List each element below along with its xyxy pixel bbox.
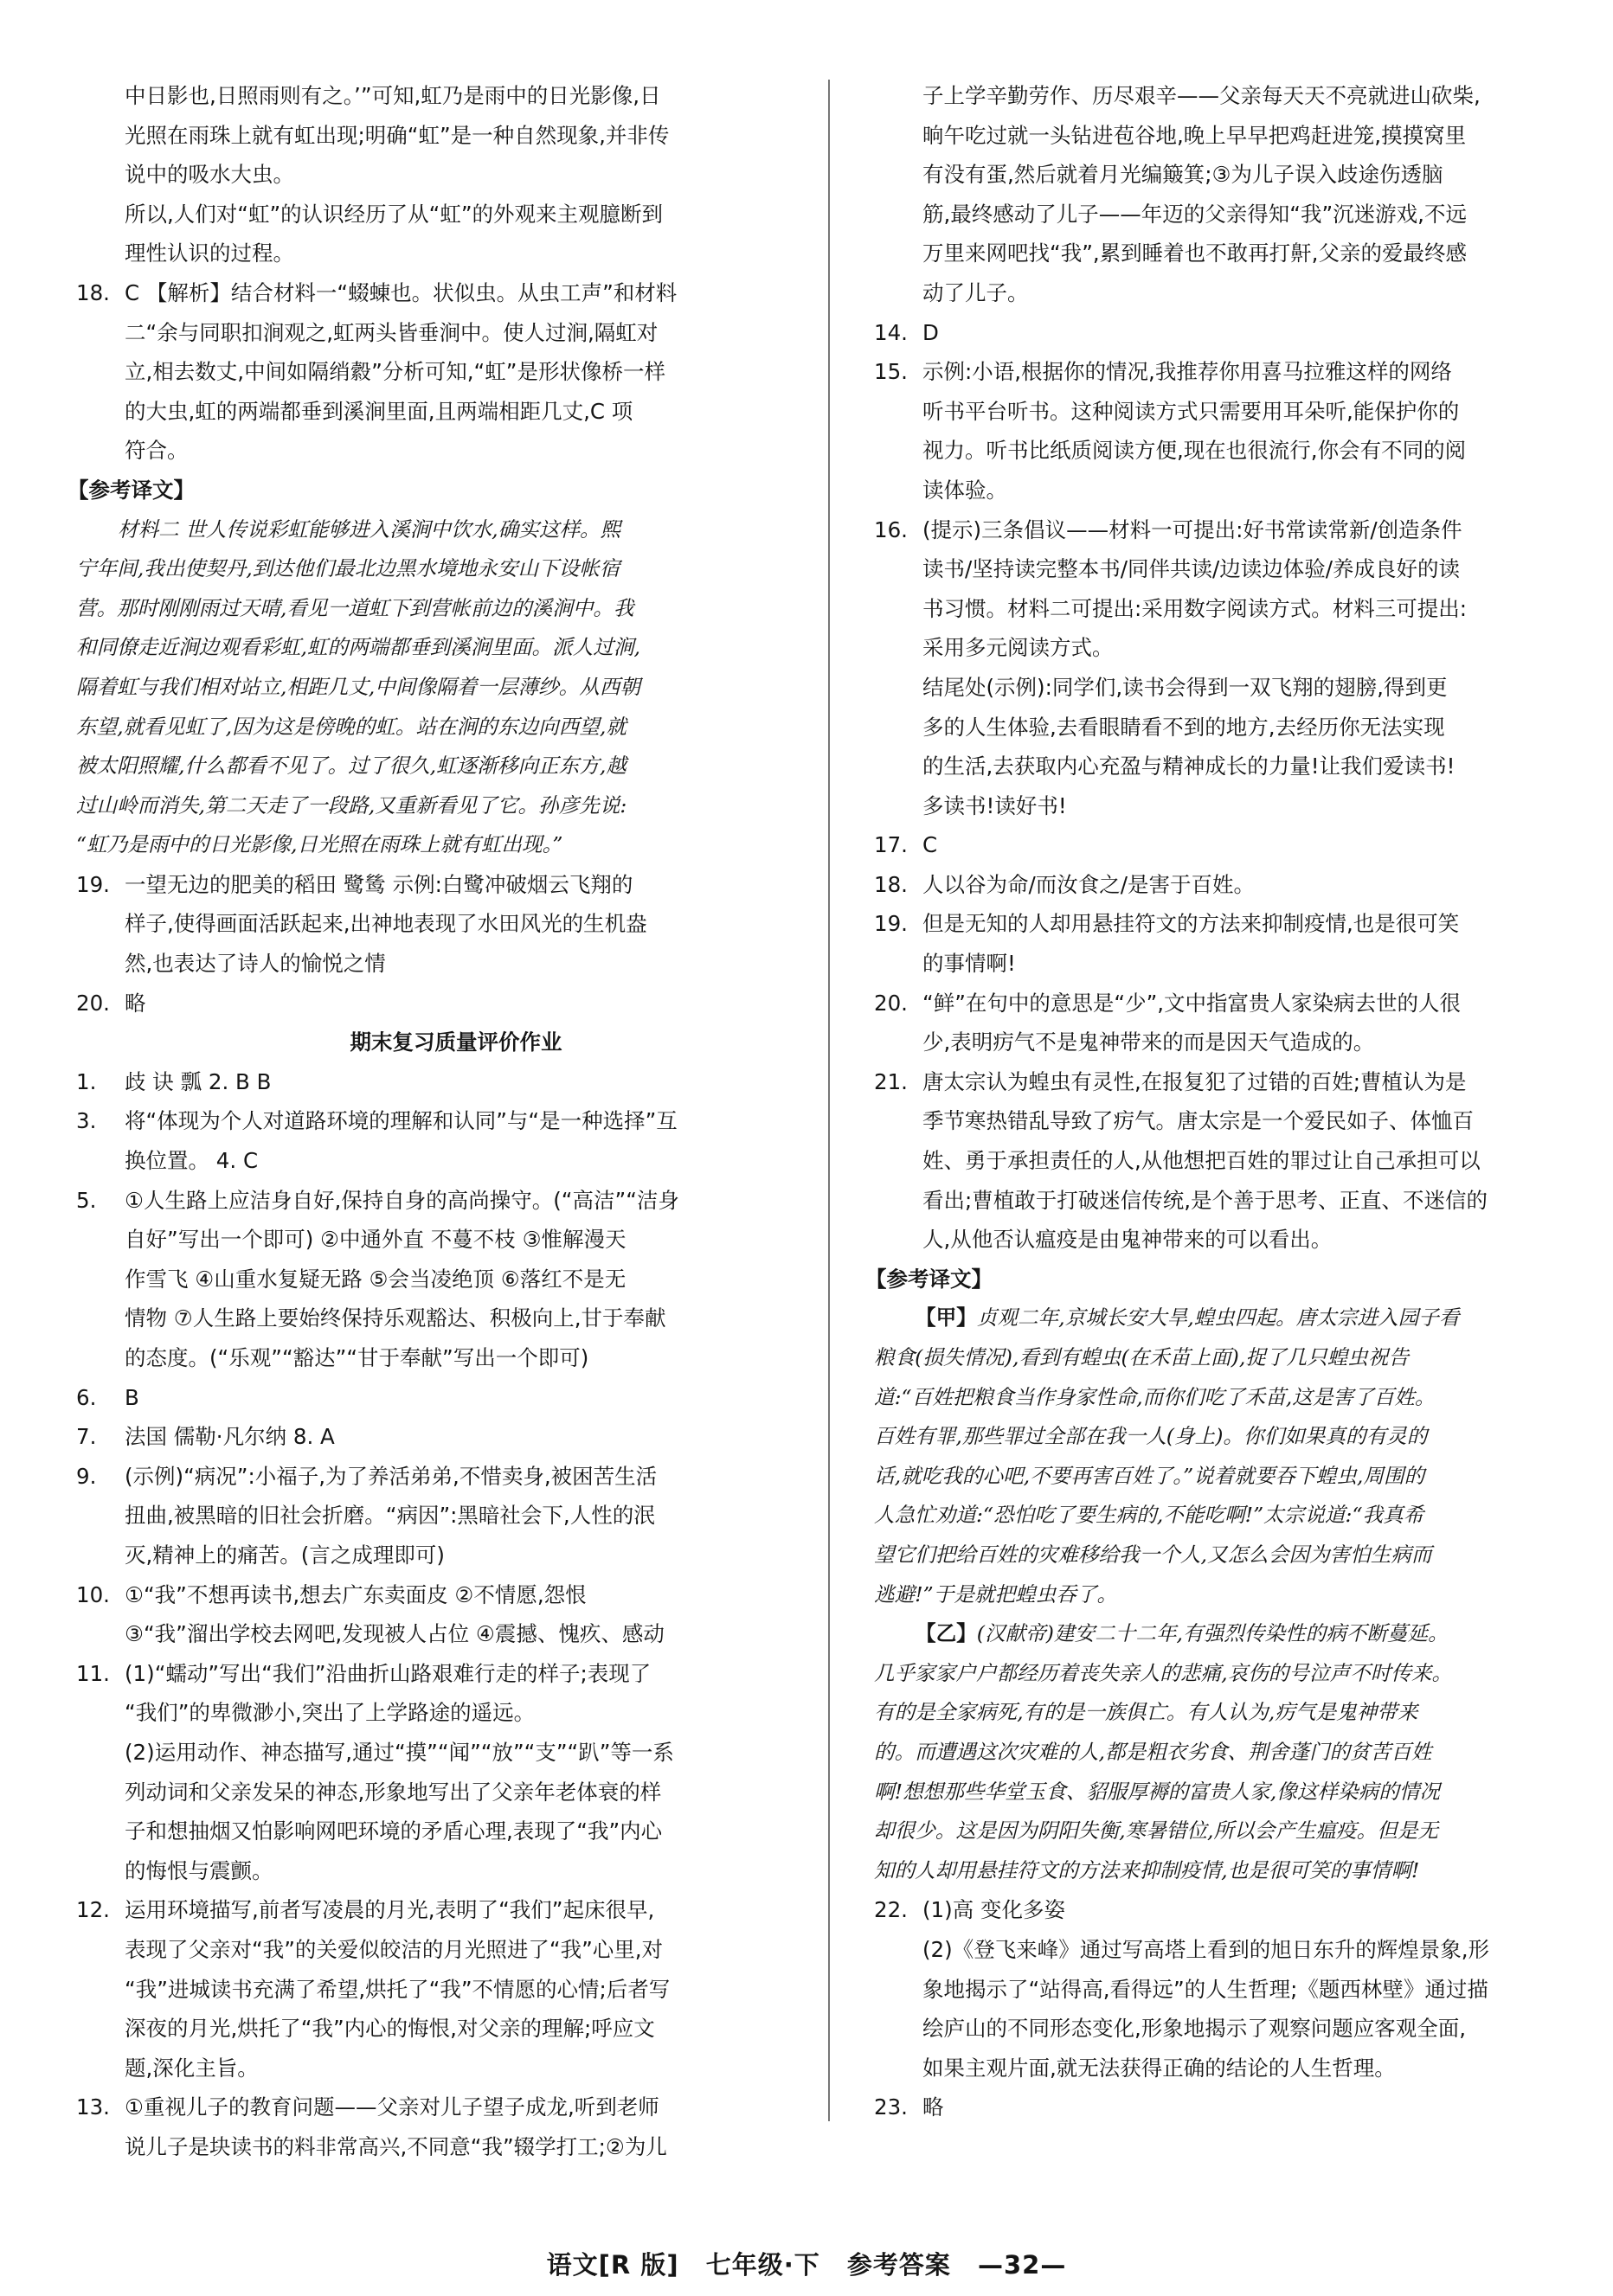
answer-continuation: 书习惯。材料二可提出:采用数字阅读方式。材料三可提出: xyxy=(922,595,1468,621)
answer-text: (提示)三条倡议——材料一可提出:好书常读常新/创造条件 xyxy=(922,516,1462,542)
translation-line xyxy=(76,628,787,668)
answer-item xyxy=(874,352,1577,392)
translation-text: 过山岭而消失,第二天走了一段路,又重新看见了它。孙彦先说: xyxy=(76,792,627,818)
answer-continuation: 的生活,去获取内心充盈与精神成长的力量!让我们爱读书! xyxy=(922,754,1456,779)
answer-continuation: 光照在雨珠上就有虹出现;明确“虹”是一种自然现象,并非传 xyxy=(125,122,670,148)
answer-continuation: 姓、勇于承担责任的人,从他想把百姓的罪过让自己承担可以 xyxy=(922,1148,1481,1174)
answer-item xyxy=(874,2088,1577,2127)
question-number: 1. xyxy=(76,1068,97,1094)
answer-continuation: 动了儿子。 xyxy=(922,279,1029,305)
translation-line xyxy=(76,786,787,826)
translation-line xyxy=(874,1654,1577,1694)
answer-item xyxy=(76,1654,787,1694)
translation-line xyxy=(874,1299,1577,1338)
question-number: 21. xyxy=(874,1068,908,1094)
translation-tag: 【乙】 xyxy=(916,1621,977,1646)
answer-continuation: 二“余与同职扣涧观之,虹两头皆垂涧中。使人过涧,隔虹对 xyxy=(125,319,659,345)
answer-continuation: 听书平台听书。这种阅读方式只需要用耳朵听,能保护你的 xyxy=(922,398,1460,424)
answer-item xyxy=(874,984,1577,1023)
answer-continuation: 看出;曹植敢于打破迷信传统,是个善于思考、正直、不迷信的 xyxy=(922,1187,1488,1213)
translation-line xyxy=(874,1496,1577,1536)
translation-line xyxy=(874,1614,1577,1654)
translation-text: 道:“百姓把粮食当作身家性命,而你们吃了禾苗,这是害了百姓。 xyxy=(874,1384,1436,1409)
answer-text: D xyxy=(922,319,939,345)
answer-text: (1)高 变化多姿 xyxy=(922,1897,1065,1923)
answer-continuation: 象地揭示了“站得高,看得远”的人生哲理;《题西林壁》通过描 xyxy=(922,1976,1488,2002)
question-number: 17. xyxy=(874,832,908,858)
reference-translation-heading: 【参考译文】 xyxy=(67,477,195,503)
answer-item xyxy=(874,825,1577,865)
answer-continuation: 如果主观片面,就无法获得正确的结论的人生哲理。 xyxy=(922,2055,1396,2081)
translation-text: 的。而遭遇这次灾难的人,都是粗衣劣食、荆舍蓬门的贫苦百姓 xyxy=(874,1739,1432,1764)
answer-continuation: “我”进城读书充满了希望,烘托了“我”不情愿的心情;后者写 xyxy=(125,1976,671,2002)
answer-continuation: 采用多元阅读方式。 xyxy=(922,635,1114,661)
reference-translation-heading: 【参考译文】 xyxy=(865,1266,993,1292)
answer-continuation: 晌午吃过就一头钻进苞谷地,晚上早早把鸡赶进笼,摸摸窝里 xyxy=(922,122,1467,148)
footer-subject: 语文[R 版] xyxy=(546,2250,679,2280)
answer-text: 法国 儒勒·凡尔纳 8. A xyxy=(125,1424,335,1450)
translation-line xyxy=(76,510,787,550)
answer-item xyxy=(76,1062,787,1102)
answer-text: B xyxy=(125,1384,139,1410)
answer-continuation: 视力。听书比纸质阅读方便,现在也很流行,你会有不同的阅 xyxy=(922,438,1467,464)
answer-continuation: 季节寒热错乱导致了疠气。唐太宗是一个爱民如子、体恤百 xyxy=(922,1108,1474,1134)
translation-text: 啊!想想那些华堂玉食、貂服厚褥的富贵人家,像这样染病的情况 xyxy=(874,1779,1441,1804)
answer-continuation: 列动词和父亲发呆的神态,形象地写出了父亲年老体衰的样 xyxy=(125,1779,662,1805)
answer-item xyxy=(874,1890,1577,1930)
translation-line xyxy=(874,1536,1577,1575)
translation-line xyxy=(874,1378,1577,1418)
answer-continuation: 少,表明疠气不是鬼神带来的而是因天气造成的。 xyxy=(922,1029,1375,1055)
question-number: 18. xyxy=(76,279,110,305)
answer-continuation: 样子,使得画面活跃起来,出神地表现了水田风光的生机盎 xyxy=(125,911,647,937)
answer-continuation: 结尾处(示例):同学们,读书会得到一双飞翔的翅膀,得到更 xyxy=(922,674,1448,700)
question-number: 16. xyxy=(874,516,908,542)
question-number: 19. xyxy=(76,871,110,897)
question-number: 5. xyxy=(76,1187,97,1213)
answer-text: ①“我”不想再读书,想去广东卖面皮 ②不情愿,怨恨 xyxy=(125,1581,587,1607)
answer-text: 将“体现为个人对道路环境的理解和认同”与“是一种选择”互 xyxy=(125,1108,678,1134)
translation-text: 宁年间,我出使契丹,到达他们最北边黑水境地永安山下设帐宿 xyxy=(76,556,620,581)
answer-continuation: 的大虫,虹的两端都垂到溪涧里面,且两端相距几丈,C 项 xyxy=(125,398,633,424)
answer-continuation: (2)《登飞来峰》通过写高塔上看到的旭日东升的辉煌景象,形 xyxy=(922,1936,1489,1962)
answer-continuation: 绘庐山的不同形态变化,形象地揭示了观察问题应客观全面, xyxy=(922,2016,1467,2042)
answer-continuation: 题,深化主旨。 xyxy=(125,2055,259,2081)
column-divider xyxy=(828,80,830,2121)
answer-continuation: 所以,人们对“虹”的认识经历了从“虹”的外观来主观臆断到 xyxy=(125,201,664,227)
answer-item xyxy=(874,1062,1577,1102)
answer-item xyxy=(874,865,1577,905)
translation-text: 望它们把给百姓的灾难移给我一个人,又怎么会因为害怕生病而 xyxy=(874,1542,1432,1567)
translation-line xyxy=(874,1733,1577,1773)
answer-continuation: 人,从他否认瘟疫是由鬼神带来的可以看出。 xyxy=(922,1227,1333,1253)
translation-text: 贞观二年,京城长安大旱,蝗虫四起。唐太宗进入园子看 xyxy=(976,1305,1460,1331)
answer-continuation: 的事情啊! xyxy=(922,951,1016,977)
translation-text: 被太阳照耀,什么都看不见了。过了很久,虹逐渐移向正东方,越 xyxy=(76,754,627,779)
answer-continuation: 扭曲,被黑暗的旧社会折磨。“病因”:黑暗社会下,人性的泯 xyxy=(125,1503,655,1529)
answer-text: “鲜”在句中的意思是“少”,文中指富贵人家染病去世的人很 xyxy=(922,990,1462,1016)
answer-continuation: 符合。 xyxy=(125,438,189,464)
section-title: 期末复习质量评价作业 xyxy=(350,1029,562,1055)
translation-line xyxy=(76,825,787,865)
answer-item xyxy=(76,1457,787,1497)
left-column xyxy=(67,76,787,2166)
answer-continuation: 的悔恨与震颤。 xyxy=(125,1857,273,1883)
question-number: 18. xyxy=(874,871,908,897)
question-number: 12. xyxy=(76,1897,110,1923)
answer-item xyxy=(874,510,1577,550)
translation-text: 粮食(损失情况),看到有蝗虫(在禾苗上面),捉了几只蝗虫祝告 xyxy=(874,1345,1410,1369)
answer-continuation: “我们”的卑微渺小,突出了上学路途的遥远。 xyxy=(125,1700,536,1726)
answer-continuation: 说中的吸水大虫。 xyxy=(125,162,294,188)
translation-line xyxy=(874,1338,1577,1378)
question-number: 14. xyxy=(874,319,908,345)
translation-text: 却很少。这是因为阴阳失衡,寒暑错位,所以会产生瘟疫。但是无 xyxy=(874,1818,1439,1844)
answer-text: (示例)“病况”:小福子,为了养活弟弟,不惜卖身,被困苦生活 xyxy=(125,1463,658,1489)
translation-line xyxy=(874,1457,1577,1497)
answer-text: 略 xyxy=(922,2094,944,2120)
answer-continuation: 的态度。(“乐观”“豁达”“甘于奉献”写出一个即可) xyxy=(125,1345,589,1370)
answer-continuation: 深夜的月光,烘托了“我”内心的悔恨,对父亲的理解;呼应文 xyxy=(125,2016,655,2042)
translation-line xyxy=(874,1417,1577,1457)
answer-item xyxy=(76,2088,787,2127)
question-number: 20. xyxy=(76,990,110,1016)
answer-item xyxy=(76,865,787,905)
translation-text: 知的人却用悬挂符文的方法来抑制疫情,也是很可笑的事情啊! xyxy=(874,1857,1420,1882)
question-number: 9. xyxy=(76,1463,97,1489)
question-number: 19. xyxy=(874,911,908,937)
footer-page-number: —32— xyxy=(977,2250,1067,2280)
answer-continuation: 多的人生体验,去看眼睛看不到的地方,去经历你无法实现 xyxy=(922,714,1445,740)
answer-text: 一望无边的肥美的稻田 鹭鸶 示例:白鹭冲破烟云飞翔的 xyxy=(125,871,633,897)
answer-text: ①重视儿子的教育问题——父亲对儿子望子成龙,听到老师 xyxy=(125,2094,659,2120)
answer-item xyxy=(76,1575,787,1615)
translation-line xyxy=(874,1773,1577,1812)
translation-text: 几乎家家户户都经历着丧失亲人的悲痛,哀伤的号泣声不时传来。 xyxy=(874,1660,1453,1685)
answer-continuation: 子上学辛勤劳作、历尽艰辛——父亲每天天不亮就进山砍柴, xyxy=(922,83,1481,108)
question-number: 15. xyxy=(874,359,908,385)
answer-continuation: 然,也表达了诗人的愉悦之情 xyxy=(125,951,386,977)
translation-line xyxy=(76,668,787,708)
answer-continuation: 理性认识的过程。 xyxy=(125,241,294,266)
answer-continuation: 筋,最终感动了儿子——年迈的父亲得知“我”沉迷游戏,不远 xyxy=(922,201,1467,227)
answer-continuation: 自好”写出一个即可) ②中通外直 不蔓不枝 ③惟解漫天 xyxy=(125,1227,627,1253)
translation-text: “虹乃是雨中的日光影像,日光照在雨珠上就有虹出现。” xyxy=(76,832,563,857)
question-number: 10. xyxy=(76,1581,110,1607)
translation-text: 营。那时刚刚雨过天晴,看见一道虹下到营帐前边的溪涧中。我 xyxy=(76,595,634,620)
answer-text: 唐太宗认为蝗虫有灵性,在报复犯了过错的百姓;曹植认为是 xyxy=(922,1068,1467,1094)
question-number: 6. xyxy=(76,1384,97,1410)
translation-text: 百姓有罪,那些罪过全部在我一人(身上)。你们如果真的有灵的 xyxy=(874,1424,1428,1449)
footer-grade: 七年级·下 xyxy=(705,2250,820,2280)
translation-text: 有的是全家病死,有的是一族俱亡。有人认为,疠气是鬼神带来 xyxy=(874,1700,1418,1725)
answer-text: C 【解析】结合材料一“蝃蝀也。状似虫。从虫工声”和材料 xyxy=(125,279,678,305)
answer-continuation: 表现了父亲对“我”的关爱似皎洁的月光照进了“我”心里,对 xyxy=(125,1936,664,1962)
translation-text: (汉献帝)建安二十二年,有强烈传染性的病不断蔓延。 xyxy=(976,1621,1449,1646)
answer-continuation: 灭,精神上的痛苦。(言之成理即可) xyxy=(125,1542,445,1568)
translation-text: 东望,就看见虹了,因为这是傍晚的虹。站在涧的东边向西望,就 xyxy=(76,714,627,739)
translation-text: 隔着虹与我们相对站立,相距几丈,中间像隔着一层薄纱。从西朝 xyxy=(76,674,641,699)
translation-line xyxy=(76,589,787,629)
answer-item xyxy=(874,904,1577,944)
answer-text: 但是无知的人却用悬挂符文的方法来抑制疫情,也是很可笑 xyxy=(922,911,1460,937)
answer-continuation: 换位置。 4. C xyxy=(125,1148,259,1174)
answer-text: 示例:小语,根据你的情况,我推荐你用喜马拉雅这样的网络 xyxy=(922,359,1452,385)
answer-item xyxy=(76,273,787,313)
question-number: 20. xyxy=(874,990,908,1016)
answer-text: ①人生路上应洁身自好,保持自身的高尚操守。(“高洁”“洁身 xyxy=(125,1187,679,1213)
answer-text: 运用环境描写,前者写凌晨的月光,表明了“我们”起床很早, xyxy=(125,1897,655,1923)
answer-continuation: 万里来网吧找“我”,累到睡着也不敢再打鼾,父亲的爱最终感 xyxy=(922,241,1467,266)
answer-continuation: 中日影也,日照雨则有之。’”可知,虹乃是雨中的日光影像,日 xyxy=(125,83,661,108)
answer-item xyxy=(76,984,787,1023)
translation-tag: 【甲】 xyxy=(916,1305,977,1331)
answer-text: 略 xyxy=(125,990,146,1016)
answer-item xyxy=(76,1417,787,1457)
translation-line xyxy=(874,1812,1577,1851)
question-number: 7. xyxy=(76,1424,97,1450)
translation-line xyxy=(874,1851,1577,1891)
answer-continuation: 读体验。 xyxy=(922,477,1007,503)
translation-line xyxy=(874,1575,1577,1615)
translation-text: 人急忙劝道:“恐怕吃了要生病的,不能吃啊!”太宗说道:“我真希 xyxy=(874,1503,1424,1528)
answer-continuation: 子和想抽烟又怕影响网吧环境的矛盾心理,表现了“我”内心 xyxy=(125,1818,663,1844)
answer-continuation: 读书/坚持读完整本书/同伴共读/边读边体验/养成良好的读 xyxy=(922,556,1461,582)
translation-line xyxy=(874,1693,1577,1733)
answer-text: (1)“蠕动”写出“我们”沿曲折山路艰难行走的样子;表现了 xyxy=(125,1660,652,1686)
answer-continuation: 情物 ⑦人生路上要始终保持乐观豁达、积极向上,甘于奉献 xyxy=(125,1305,666,1331)
question-number: 22. xyxy=(874,1897,908,1923)
translation-text: 材料二 世人传说彩虹能够进入溪涧中饮水,确实这样。熙 xyxy=(118,516,621,542)
question-number: 23. xyxy=(874,2094,908,2120)
answer-continuation: 多读书!读好书! xyxy=(922,792,1067,818)
answer-item xyxy=(874,313,1577,353)
page-footer xyxy=(0,2246,1613,2281)
translation-text: 和同僚走近涧边观看彩虹,虹的两端都垂到溪涧里面。派人过涧, xyxy=(76,635,641,660)
question-number: 3. xyxy=(76,1108,97,1134)
answer-text: 人以谷为命/而汝食之/是害于百姓。 xyxy=(922,871,1256,897)
question-number: 13. xyxy=(76,2094,110,2120)
translation-line xyxy=(76,549,787,589)
translation-text: 逃避!”于是就把蝗虫吞了。 xyxy=(874,1581,1118,1607)
answer-continuation: (2)运用动作、神态描写,通过“摸”“闻”“放”“支”“趴”等一系 xyxy=(125,1739,674,1765)
answer-item xyxy=(76,1181,787,1221)
translation-line xyxy=(76,708,787,747)
translation-text: 话,就吃我的心吧,不要再害百姓了。”说着就要吞下蝗虫,周围的 xyxy=(874,1463,1425,1488)
answer-continuation: 说儿子是块读书的料非常高兴,不同意“我”辍学打工;②为儿 xyxy=(125,2133,667,2159)
answer-continuation: 作雪飞 ④山重水复疑无路 ⑤会当凌绝顶 ⑥落红不是无 xyxy=(125,1266,627,1292)
answer-text: 歧 诀 瓢 2. B B xyxy=(125,1068,272,1094)
answer-item xyxy=(76,1101,787,1141)
answer-continuation: 有没有蛋,然后就着月光编簸箕;③为儿子误入歧途伤透脑 xyxy=(922,162,1443,188)
answer-continuation: 立,相去数丈,中间如隔绡縠”分析可知,“虹”是形状像桥一样 xyxy=(125,359,665,385)
answer-item xyxy=(76,1890,787,1930)
question-number: 11. xyxy=(76,1660,110,1686)
answer-text: C xyxy=(922,832,938,858)
answer-item xyxy=(76,1378,787,1418)
right-column xyxy=(865,76,1577,2127)
translation-line xyxy=(76,747,787,786)
answer-continuation: ③“我”溜出学校去网吧,发现被人占位 ④震撼、愧疚、感动 xyxy=(125,1621,665,1647)
footer-section: 参考答案 xyxy=(846,2250,951,2280)
